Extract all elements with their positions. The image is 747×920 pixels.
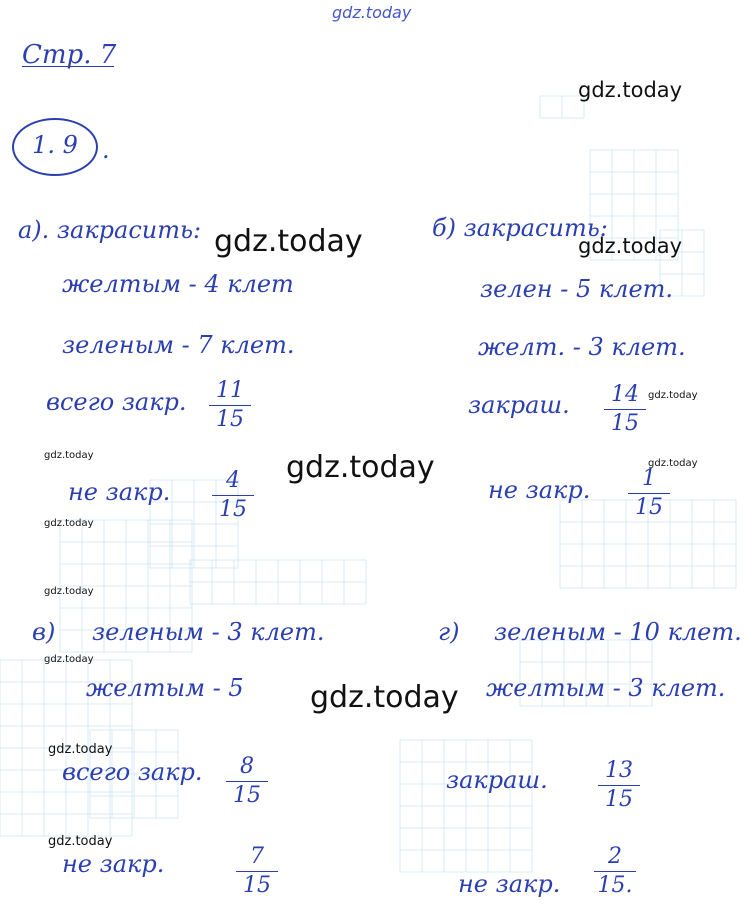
fraction-numerator: 13 bbox=[605, 758, 633, 783]
part-b-total-label: закраш. bbox=[468, 391, 570, 419]
watermark: gdz.today bbox=[578, 234, 683, 258]
watermark: gdz.today bbox=[310, 680, 459, 715]
fraction-bar bbox=[598, 785, 640, 786]
fraction-numerator: 8 bbox=[240, 754, 254, 779]
fraction-denominator: 15 bbox=[216, 407, 244, 432]
watermark: gdz.today bbox=[578, 78, 683, 102]
part-a-heading: а). закрасить: bbox=[18, 216, 202, 244]
watermark: gdz.today bbox=[214, 224, 363, 259]
part-v-total-fraction bbox=[220, 756, 274, 807]
part-a-rest-label: не закр. bbox=[68, 478, 171, 506]
fraction-numerator: 1 bbox=[642, 466, 656, 491]
fraction-numerator: 4 bbox=[226, 468, 240, 493]
fraction-numerator: 2 bbox=[608, 844, 622, 869]
fraction-denominator: 15 bbox=[243, 873, 271, 898]
part-b-rest-label: не закр. bbox=[488, 476, 591, 504]
fraction-denominator: 15 bbox=[219, 497, 247, 522]
fraction-numerator: 14 bbox=[611, 382, 639, 407]
watermark: gdz.today bbox=[44, 518, 94, 529]
part-v-total-label: всего закр. bbox=[62, 758, 203, 786]
exercise-dot: . bbox=[102, 136, 110, 164]
part-g-heading: г) bbox=[438, 618, 460, 646]
watermark: gdz.today bbox=[648, 390, 698, 401]
part-a-line-1: желтым - 4 клет bbox=[62, 270, 294, 298]
part-v-line-1: зеленым - 3 клет. bbox=[92, 618, 325, 646]
part-g-total-fraction bbox=[592, 760, 646, 811]
fraction-numerator: 7 bbox=[250, 844, 264, 869]
part-g-line-2: желтым - 3 клет. bbox=[486, 674, 726, 702]
header-watermark: gdz.today bbox=[332, 3, 412, 22]
fraction-denominator: 15 bbox=[605, 787, 633, 812]
exercise-number: 1. 9 bbox=[32, 131, 78, 159]
fraction-bar bbox=[226, 781, 268, 782]
part-a-rest-fraction bbox=[206, 470, 260, 521]
part-g-total-label: закраш. bbox=[446, 766, 548, 794]
page-number-underline bbox=[22, 66, 114, 67]
part-g-line-1: зеленым - 10 клет. bbox=[494, 618, 742, 646]
part-b-line-2: желт. - 3 клет. bbox=[478, 333, 686, 361]
part-g-rest-fraction bbox=[588, 846, 642, 897]
part-v-rest-fraction bbox=[230, 846, 284, 897]
part-b-heading: б) закрасить: bbox=[432, 214, 608, 242]
part-b-line-1: зелен - 5 клет. bbox=[480, 275, 674, 303]
fraction-bar bbox=[209, 405, 251, 406]
fraction-bar bbox=[212, 495, 254, 496]
fraction-denominator: 15. bbox=[597, 873, 633, 898]
fraction-bar bbox=[594, 871, 636, 872]
part-a-total-fraction bbox=[203, 380, 257, 431]
part-a-total-label: всего закр. bbox=[46, 388, 187, 416]
fraction-denominator: 15 bbox=[635, 495, 663, 520]
exercise-number-circle bbox=[12, 118, 98, 176]
watermark: gdz.today bbox=[44, 450, 94, 461]
watermark: gdz.today bbox=[48, 742, 113, 757]
watermark: gdz.today bbox=[286, 450, 435, 485]
watermark: gdz.today bbox=[44, 654, 94, 665]
page-number: Стр. 7 bbox=[22, 40, 117, 70]
part-v-line-2: желтым - 5 bbox=[86, 674, 244, 702]
part-g-rest-label: не закр. bbox=[458, 870, 561, 898]
part-v-rest-label: не закр. bbox=[62, 850, 165, 878]
fraction-denominator: 15 bbox=[611, 411, 639, 436]
watermark: gdz.today bbox=[48, 834, 113, 849]
part-b-total-fraction bbox=[598, 384, 652, 435]
fraction-bar bbox=[628, 493, 670, 494]
watermark: gdz.today bbox=[44, 586, 94, 597]
part-v-heading: в) bbox=[32, 618, 56, 646]
fraction-numerator: 11 bbox=[216, 378, 244, 403]
part-b-rest-fraction bbox=[622, 468, 676, 519]
part-a-line-2: зеленым - 7 клет. bbox=[62, 331, 295, 359]
fraction-bar bbox=[604, 409, 646, 410]
fraction-bar bbox=[236, 871, 278, 872]
watermark: gdz.today bbox=[648, 458, 698, 469]
fraction-denominator: 15 bbox=[233, 783, 261, 808]
